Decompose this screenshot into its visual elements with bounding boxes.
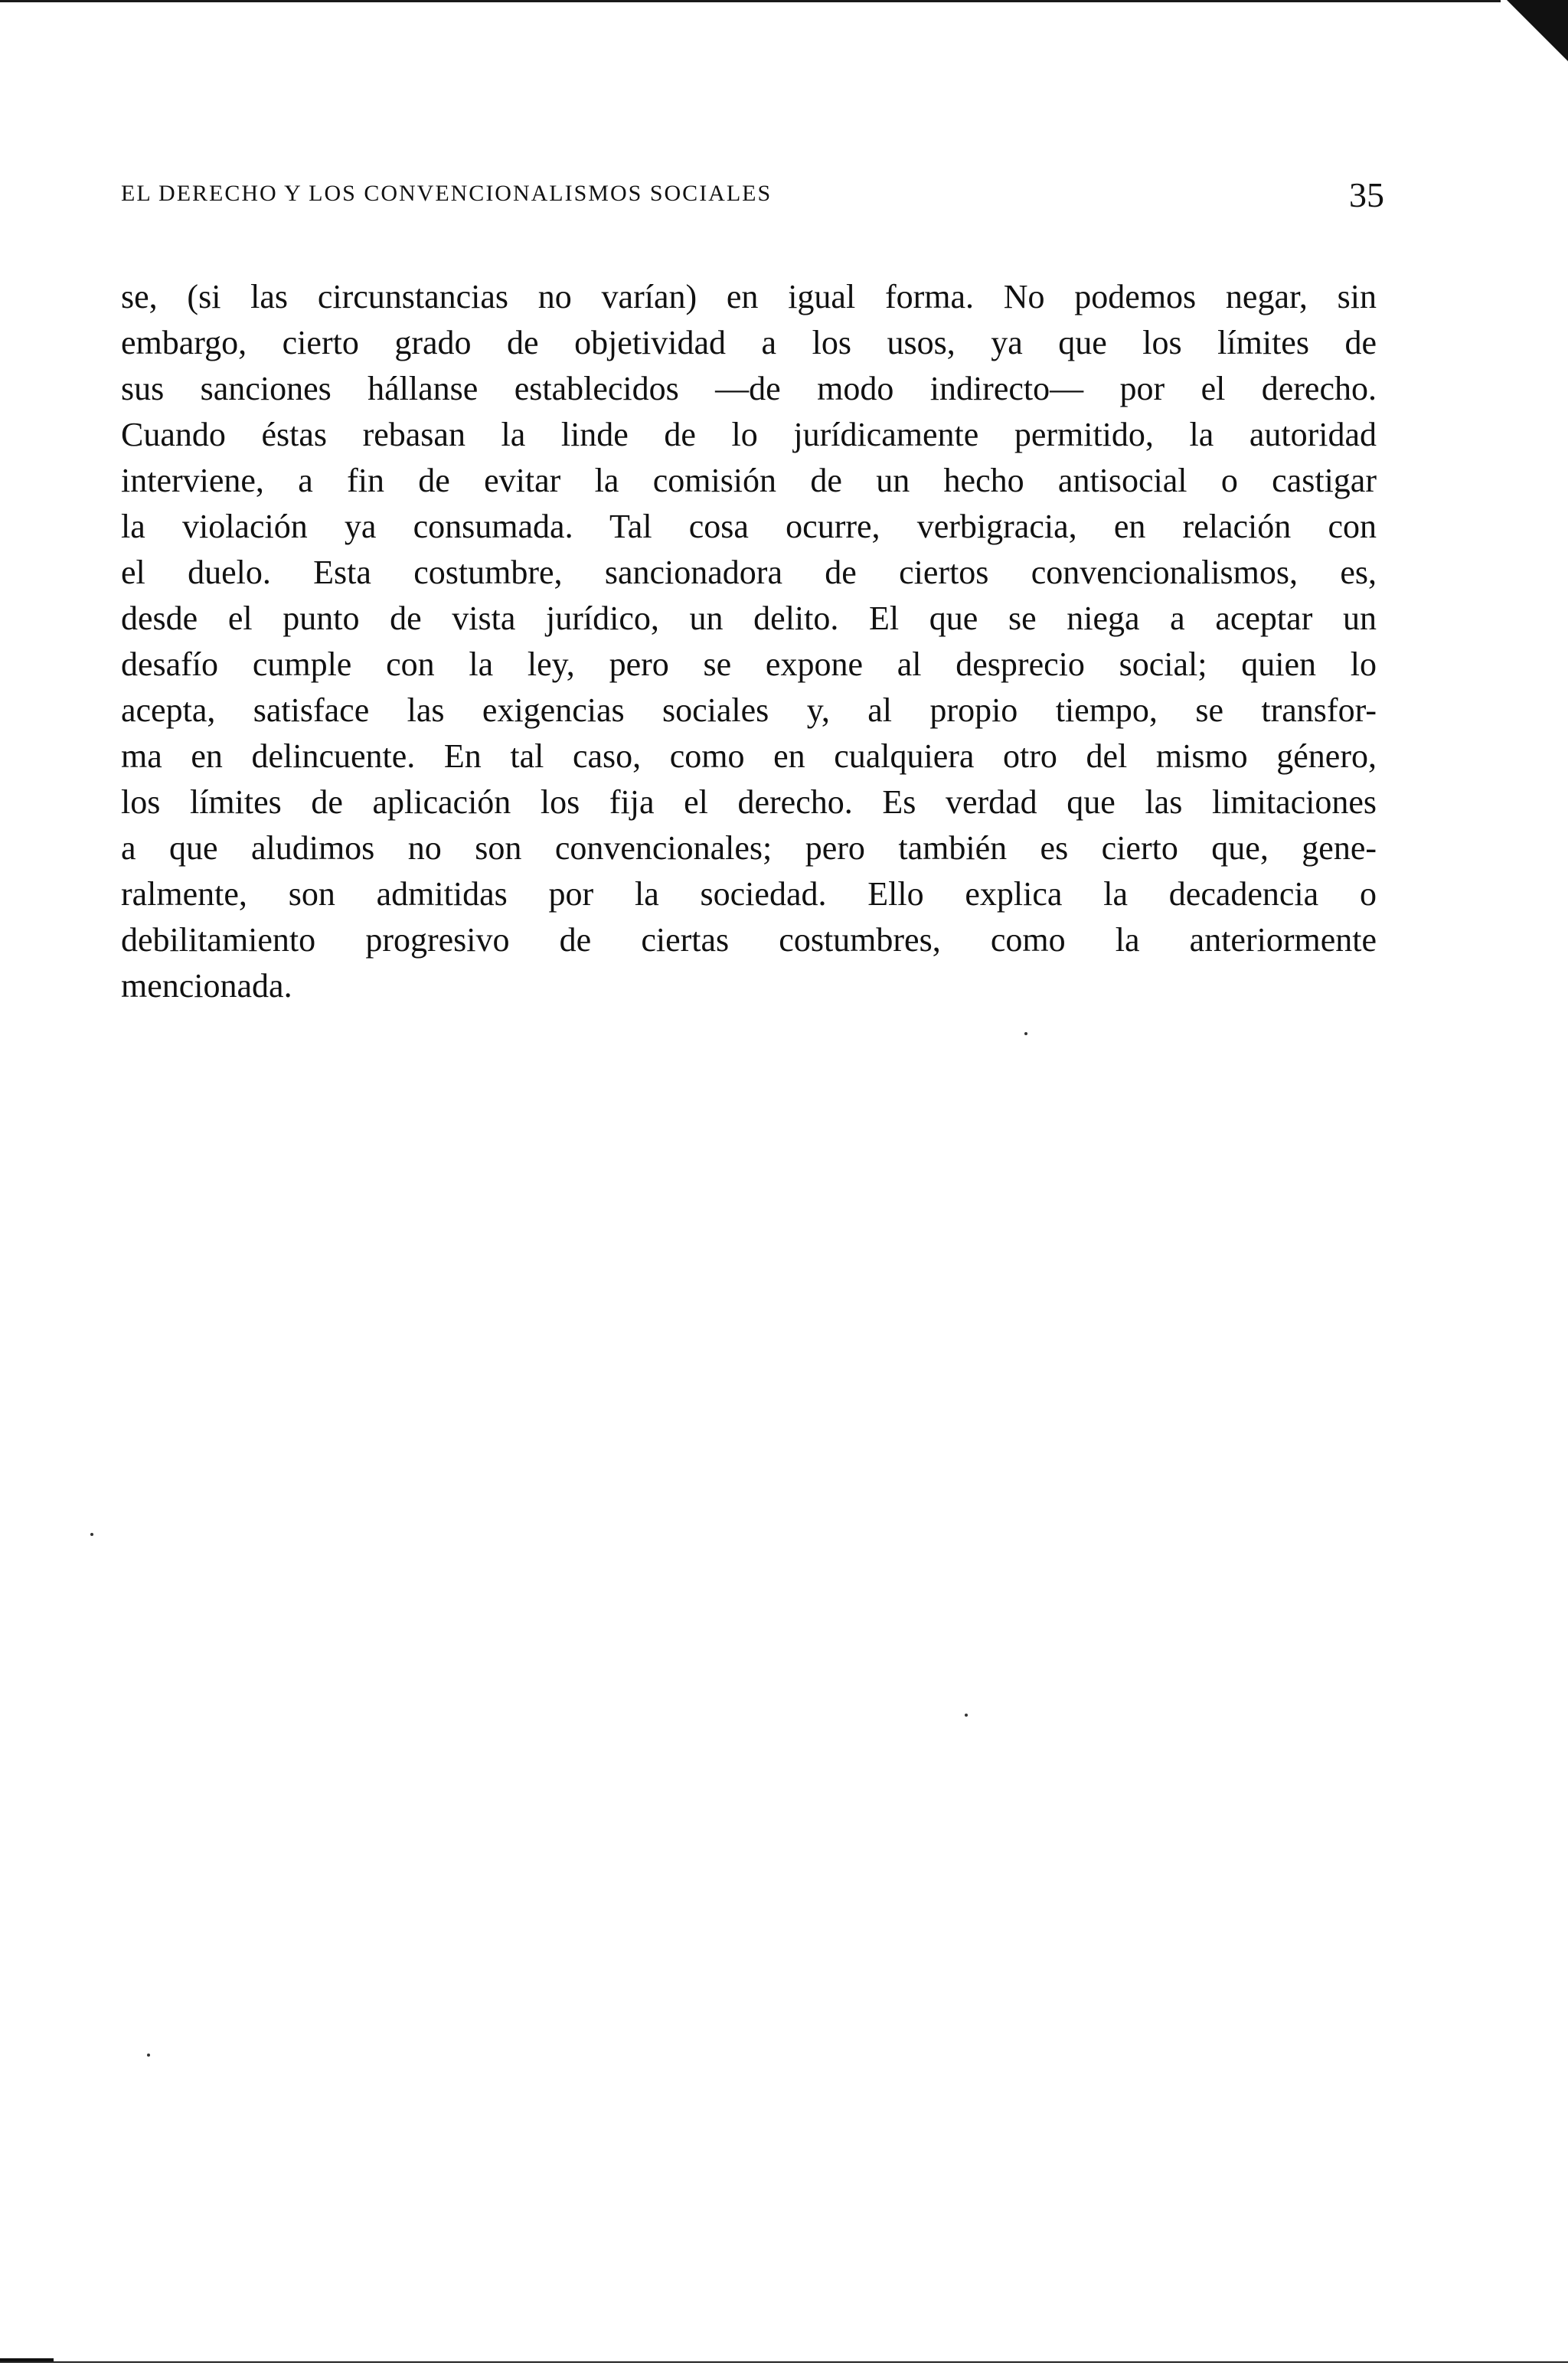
- text-line: se, (si las circunstancias no varían) en igual forma. No podemos negar, sin: [121, 278, 1377, 315]
- text-line: mencionada.: [121, 967, 292, 1005]
- body-paragraph: [121, 274, 1377, 1009]
- scan-speck: [1024, 1032, 1027, 1035]
- text-line: ma en delincuente. En tal caso, como en cualquiera otro del mismo género,: [121, 737, 1377, 775]
- text-line: desde el punto de vista jurídico, un delito. El que se niega a aceptar un: [121, 600, 1377, 637]
- text-line: embargo, cierto grado de objetividad a los usos, ya que los límites de: [121, 324, 1377, 361]
- running-header: [121, 175, 1384, 219]
- scan-speck: [90, 1533, 93, 1536]
- scan-bottom-mark: [0, 2358, 54, 2361]
- text-line: debilitamiento progresivo de ciertas costumbres, como la anteriormente: [121, 921, 1377, 959]
- text-line: ralmente, son admitidas por la sociedad. Ello explica la decadencia o: [121, 875, 1377, 913]
- text-line: la violación ya consumada. Tal cosa ocurre, verbigracia, en relación con: [121, 508, 1377, 545]
- scan-corner-mark: [1507, 0, 1568, 61]
- text-line: Cuando éstas rebasan la linde de lo jurídicamente permitido, la autoridad: [121, 416, 1377, 453]
- text-line: interviene, a fin de evitar la comisión de un hecho antisocial o castigar: [121, 462, 1377, 499]
- scan-top-edge: [0, 0, 1501, 2]
- text-line: el duelo. Esta costumbre, sancionadora de ciertos convencionalismos, es,: [121, 554, 1377, 591]
- scan-bottom-edge: [0, 2361, 1568, 2363]
- page-number: 35: [1349, 175, 1384, 214]
- text-line: los límites de aplicación los fija el derecho. Es verdad que las limitaciones: [121, 783, 1377, 821]
- text-line: desafío cumple con la ley, pero se expone al desprecio social; quien lo: [121, 645, 1377, 683]
- scan-speck: [147, 2054, 150, 2057]
- text-line: acepta, satisface las exigencias sociales y, al propio tiempo, se transfor-: [121, 691, 1377, 729]
- scan-speck: [965, 1714, 968, 1717]
- text-line: a que aludimos no son convencionales; pero también es cierto que, gene-: [121, 829, 1377, 867]
- running-title: EL DERECHO Y LOS CONVENCIONALISMOS SOCIALES: [121, 181, 773, 206]
- text-line: sus sanciones hállanse establecidos —de modo indirecto— por el derecho.: [121, 370, 1377, 407]
